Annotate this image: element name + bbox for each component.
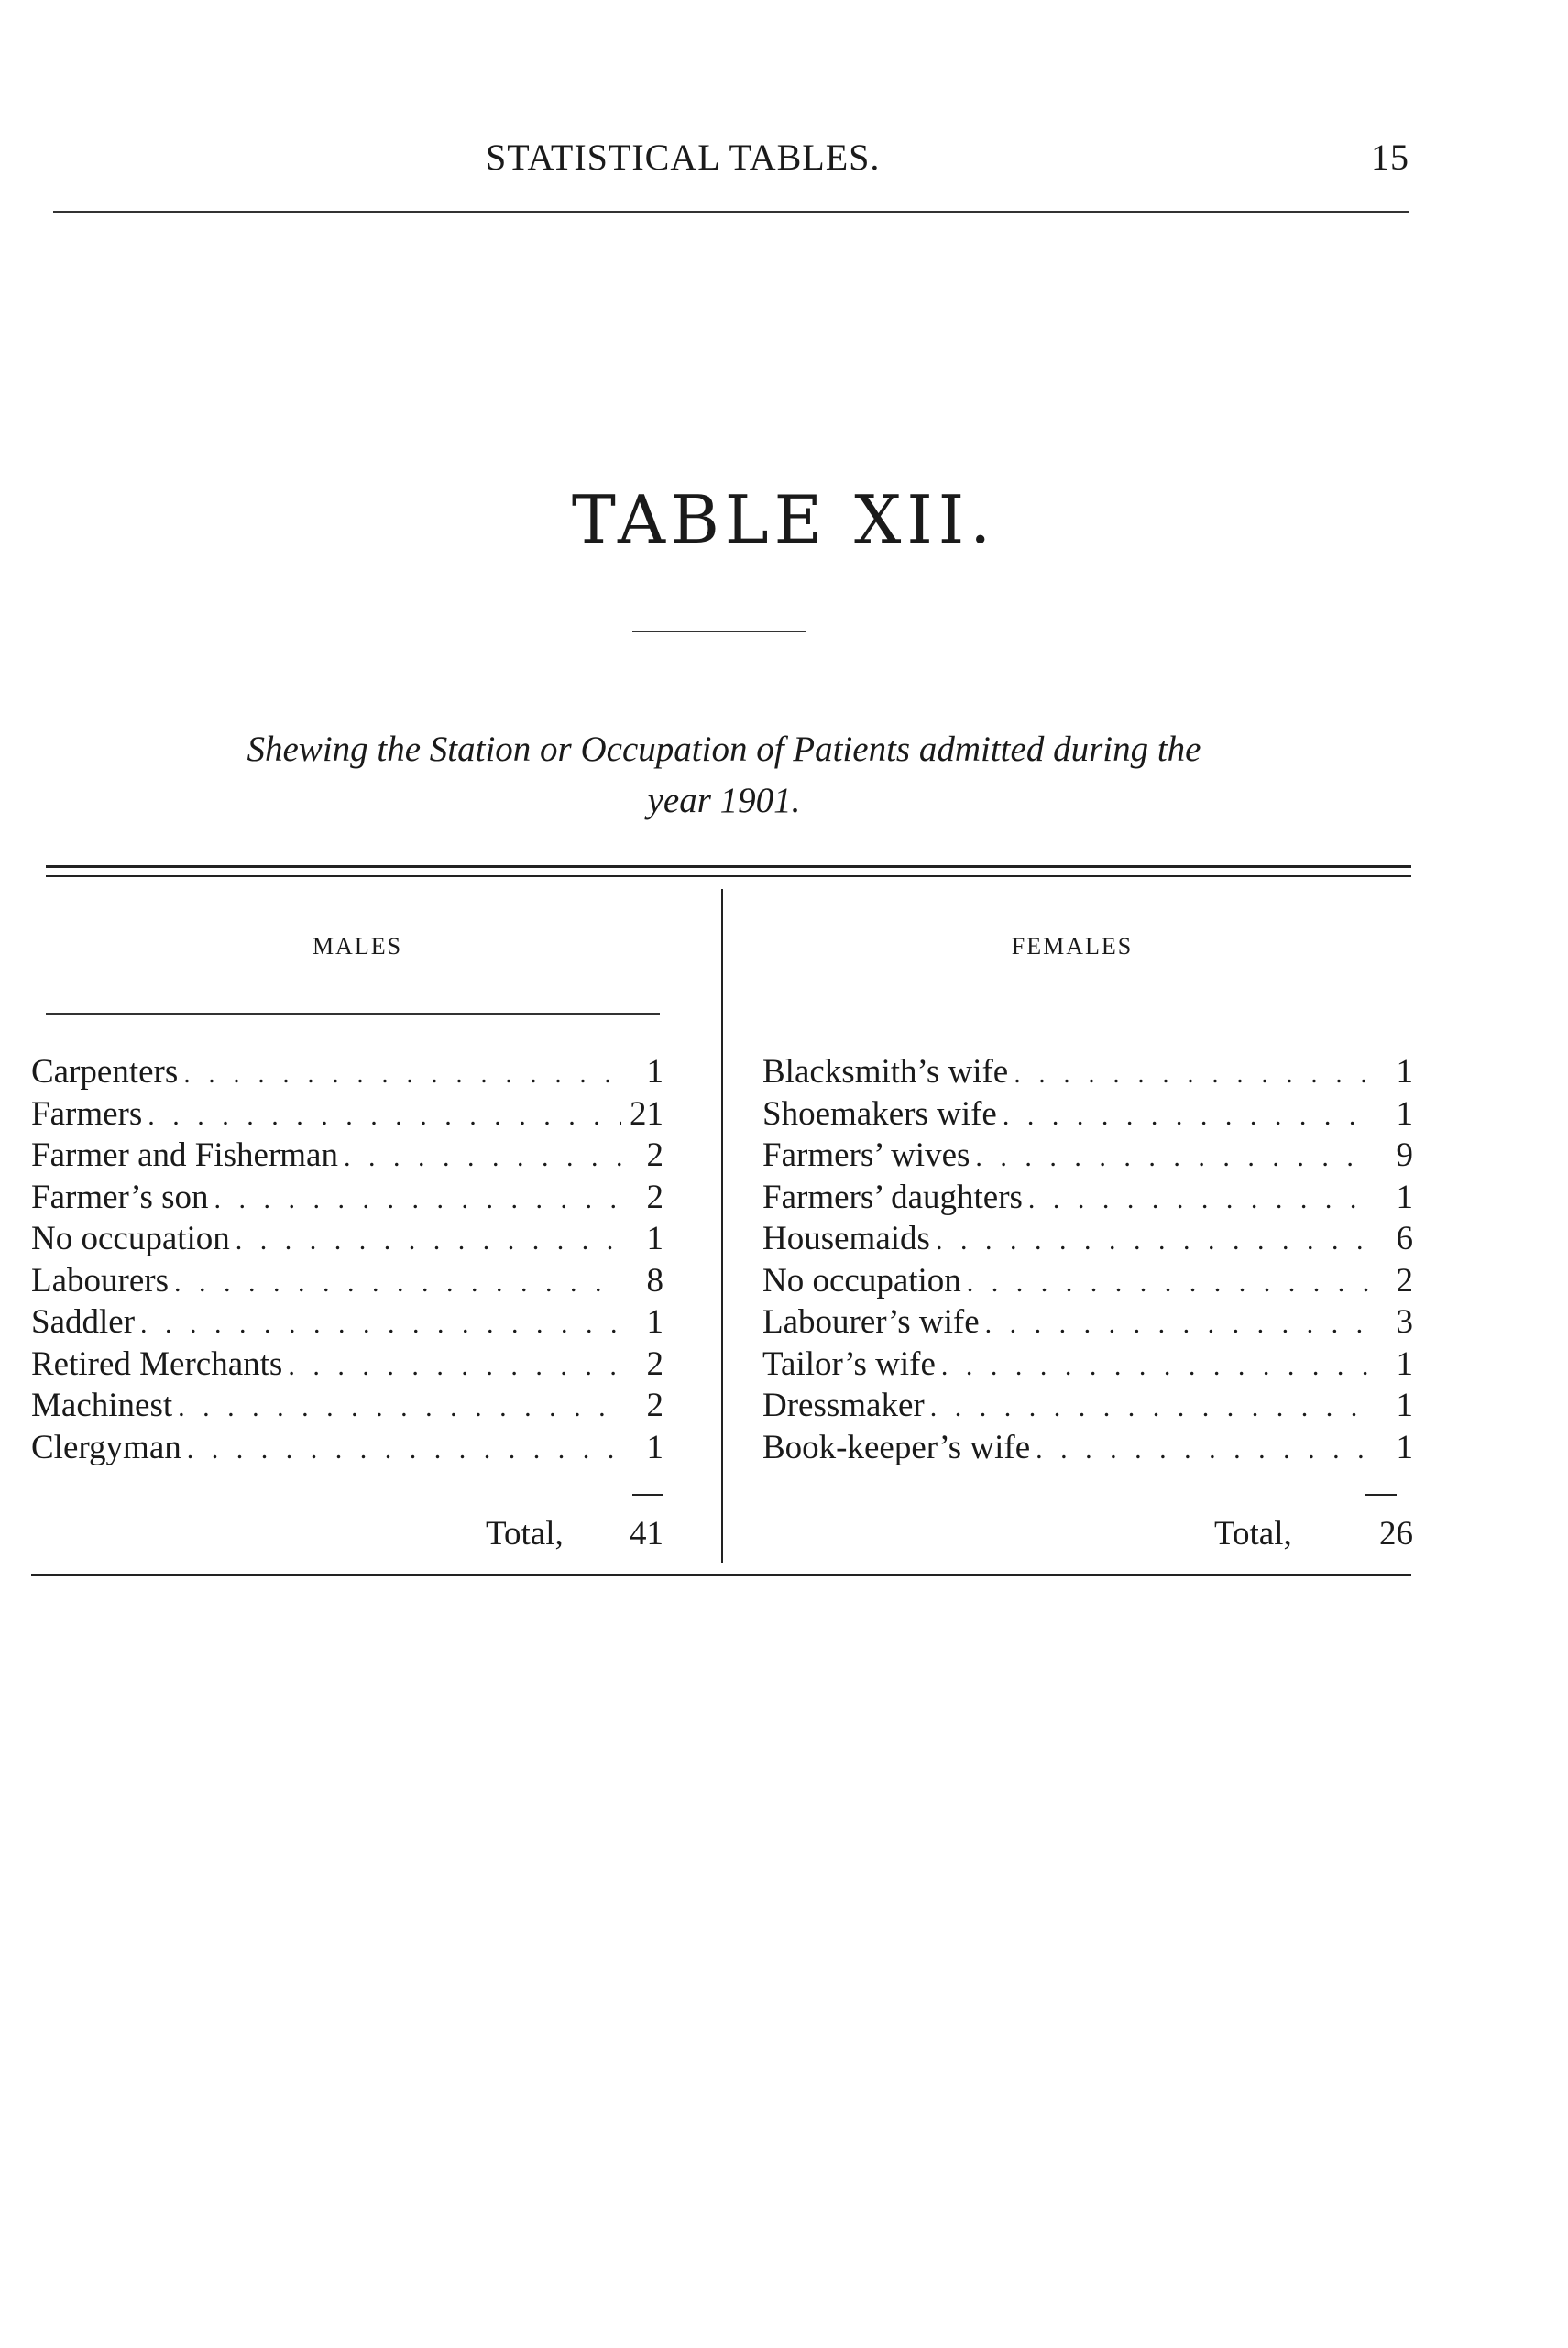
leader-dots <box>941 1351 1371 1382</box>
leader-dots <box>288 1351 621 1382</box>
leader-dots <box>1036 1434 1371 1465</box>
occupation-label: Labourer’s wife <box>762 1303 980 1341</box>
occupation-count: 1 <box>1396 1053 1413 1091</box>
table-row <box>31 1428 663 1470</box>
occupation-count: 2 <box>646 1387 663 1424</box>
occupation-label: Shoemakers wife <box>762 1094 997 1133</box>
occupation-count: 6 <box>1396 1220 1413 1257</box>
leader-dots <box>140 1309 621 1340</box>
occupation-count: 1 <box>1396 1344 1413 1383</box>
occupation-count: 1 <box>646 1220 663 1257</box>
males-heading-rule <box>46 1013 660 1015</box>
occupation-label: Carpenters <box>31 1053 179 1091</box>
leader-dots <box>178 1392 621 1423</box>
leader-dots <box>967 1267 1371 1299</box>
occupation-label: Dressmaker <box>762 1387 925 1424</box>
leader-dots <box>214 1184 621 1215</box>
table-row <box>31 1219 663 1261</box>
leader-dots <box>936 1225 1371 1256</box>
occupation-count: 2 <box>646 1136 663 1174</box>
occupation-count: 1 <box>1396 1094 1413 1133</box>
males-list <box>31 1052 663 1469</box>
leader-dots <box>1003 1101 1371 1132</box>
males-total <box>486 1514 663 1553</box>
occupation-label: Labourers <box>31 1261 169 1300</box>
table-row <box>762 1302 1413 1344</box>
leader-dots <box>930 1392 1371 1423</box>
header-rule <box>53 211 1409 213</box>
occupation-count: 2 <box>1396 1261 1413 1300</box>
occupation-label: No occupation <box>31 1220 230 1257</box>
total-label: Total, <box>1214 1515 1292 1553</box>
occupation-count: 9 <box>1396 1136 1413 1174</box>
table-row <box>762 1094 1413 1136</box>
table-row <box>762 1219 1413 1261</box>
table-row <box>762 1178 1413 1220</box>
occupation-count: 1 <box>646 1303 663 1341</box>
leader-dots <box>344 1142 621 1173</box>
occupation-label: Farmers <box>31 1094 143 1133</box>
table-row <box>31 1344 663 1387</box>
females-sum-rule <box>1365 1494 1397 1496</box>
occupation-label: Farmers’ daughters <box>762 1178 1023 1216</box>
occupation-label: Farmer’s son <box>31 1178 209 1216</box>
subtitle-line-2: year 1901. <box>647 781 801 820</box>
males-heading: MALES <box>312 933 403 960</box>
occupation-count: 3 <box>1396 1303 1413 1341</box>
total-label: Total, <box>486 1515 564 1553</box>
table-row <box>31 1178 663 1220</box>
occupation-count: 2 <box>646 1344 663 1383</box>
occupation-count: 21 <box>630 1094 663 1133</box>
table-row <box>762 1428 1413 1470</box>
leader-dots <box>183 1059 621 1090</box>
occupation-label: Farmer and Fisherman <box>31 1136 338 1174</box>
page-number: 15 <box>1371 137 1409 178</box>
leader-dots <box>975 1142 1371 1173</box>
leader-dots <box>236 1225 621 1256</box>
leader-dots <box>148 1101 621 1132</box>
leader-dots <box>174 1267 621 1299</box>
females-total <box>1214 1514 1413 1553</box>
table-row <box>31 1052 663 1094</box>
occupation-count: 2 <box>646 1178 663 1216</box>
leader-dots <box>1028 1184 1371 1215</box>
occupation-count: 1 <box>1396 1387 1413 1424</box>
table-row <box>31 1261 663 1303</box>
occupation-label: Farmers’ wives <box>762 1136 970 1174</box>
leader-dots <box>1014 1059 1371 1090</box>
table-subtitle <box>82 724 1365 827</box>
table-row <box>31 1136 663 1178</box>
occupation-label: Housemaids <box>762 1220 930 1257</box>
table-row <box>762 1386 1413 1428</box>
occupation-label: Clergyman <box>31 1428 181 1466</box>
occupation-count: 1 <box>646 1053 663 1091</box>
occupation-count: 1 <box>1396 1178 1413 1216</box>
table-row <box>762 1136 1413 1178</box>
total-value: 41 <box>630 1515 663 1553</box>
total-value: 26 <box>1379 1515 1413 1553</box>
subtitle-line-1: Shewing the Station or Occupation of Patients admitted during the <box>247 730 1201 769</box>
table-row <box>762 1052 1413 1094</box>
leader-dots <box>985 1309 1371 1340</box>
table-row <box>31 1386 663 1428</box>
occupation-count: 1 <box>646 1428 663 1466</box>
occupation-label: Saddler <box>31 1303 136 1341</box>
table-bottom-rule <box>31 1574 1411 1576</box>
table-title: TABLE XII. <box>571 481 997 558</box>
running-title: STATISTICAL TABLES. <box>486 137 881 178</box>
occupation-label: Machinest <box>31 1387 173 1424</box>
females-heading: FEMALES <box>1011 933 1134 960</box>
table-row <box>762 1344 1413 1387</box>
column-divider <box>721 889 723 1563</box>
occupation-label: Retired Merchants <box>31 1344 283 1383</box>
occupation-label: Blacksmith’s wife <box>762 1053 1009 1091</box>
leader-dots <box>187 1434 621 1465</box>
occupation-label: Book-keeper’s wife <box>762 1428 1031 1466</box>
table-top-rule <box>46 865 1411 877</box>
title-rule <box>632 631 806 632</box>
males-sum-rule <box>632 1494 663 1496</box>
females-list <box>762 1052 1413 1469</box>
occupation-count: 8 <box>646 1261 663 1300</box>
occupation-count: 1 <box>1396 1428 1413 1466</box>
occupation-label: Tailor’s wife <box>762 1344 936 1383</box>
table-row <box>31 1302 663 1344</box>
table-row <box>762 1261 1413 1303</box>
occupation-label: No occupation <box>762 1261 961 1300</box>
table-row <box>31 1094 663 1136</box>
